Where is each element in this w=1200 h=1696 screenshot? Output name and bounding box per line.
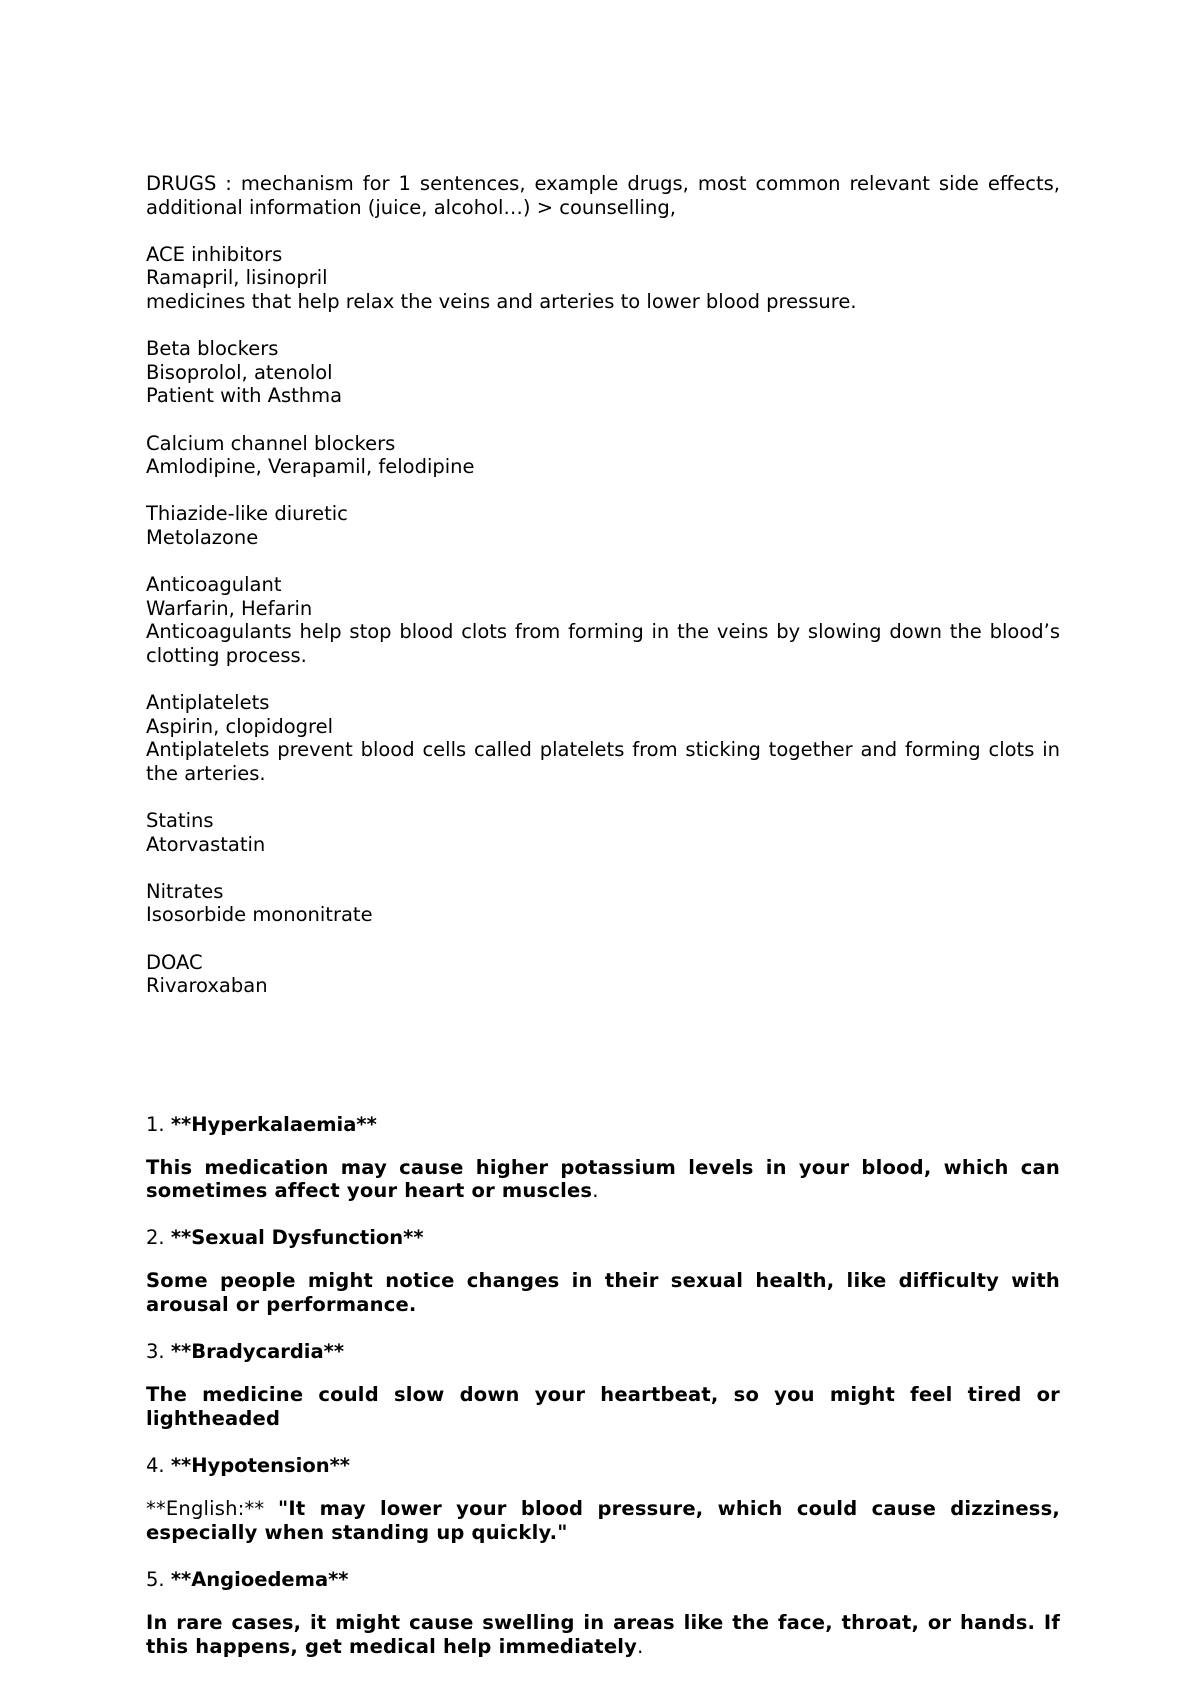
side-effect-description: The medicine could slow down your heartbeat, so you might feel tired or lightheaded: [146, 1383, 1060, 1430]
side-effect-item: [146, 1568, 1060, 1658]
drug-entry-ccb: [146, 432, 1060, 479]
side-effect-description: Some people might notice changes in their sexual health, like difficulty with arousal or performance.: [146, 1269, 1060, 1317]
drug-examples: Metolazone: [146, 525, 259, 549]
drug-note: Anticoagulants help stop blood clots from forming in the veins by slowing down the blood’s clotting process.: [146, 620, 1060, 667]
drug-note: medicines that help relax the veins and arteries to lower blood pressure.: [146, 289, 857, 313]
side-effects-section: [146, 1093, 1060, 1682]
drug-entry-ace: [146, 243, 1060, 314]
side-effect-heading: 4. **Hypotension**: [146, 1454, 350, 1478]
intro-text: DRUGS : mechanism for 1 sentences, example drugs, most common relevant side effects, additional information (juice, alcohol…) > counselling,: [146, 172, 1060, 219]
drug-class: Statins: [146, 809, 214, 833]
drug-class: Thiazide-like diuretic: [146, 502, 348, 526]
side-effect-heading: 1. **Hyperkalaemia**: [146, 1112, 377, 1136]
drug-entry-thiazide: [146, 502, 1060, 549]
drug-class: Antiplatelets: [146, 691, 270, 715]
drug-examples: Rivaroxaban: [146, 974, 268, 998]
drug-class: Calcium channel blockers: [146, 431, 396, 455]
drug-examples: Aspirin, clopidogrel: [146, 714, 334, 738]
side-effect-heading: 2. **Sexual Dysfunction**: [146, 1226, 424, 1250]
side-effect-description: This medication may cause higher potassium levels in your blood, which can sometimes affect your heart or muscles.: [146, 1155, 1060, 1203]
drug-examples: Atorvastatin: [146, 832, 266, 856]
side-effect-item: [146, 1454, 1060, 1544]
drug-class: Anticoagulant: [146, 573, 282, 597]
drug-class: DOAC: [146, 950, 203, 974]
side-effect-item: [146, 1113, 1060, 1203]
side-effect-item: [146, 1340, 1060, 1430]
side-effect-description: In rare cases, it might cause swelling in areas like the face, throat, or hands. If this happens, get medical help immediately.: [146, 1611, 1060, 1658]
drug-entry-doac: [146, 951, 1060, 998]
side-effect-description: **English:** "It may lower your blood pressure, which could cause dizziness, especially when standing up quickly.": [146, 1497, 1060, 1544]
drug-entry-antiplatelets: [146, 691, 1060, 785]
side-effect-item: [146, 1226, 1060, 1316]
drug-note: Antiplatelets prevent blood cells called platelets from sticking together and forming clots in the arteries.: [146, 738, 1060, 785]
drug-class: ACE inhibitors: [146, 242, 283, 266]
drug-examples: Isosorbide mononitrate: [146, 903, 373, 927]
drug-examples: Ramapril, lisinopril: [146, 266, 328, 290]
side-effect-heading: 5. **Angioedema**: [146, 1568, 349, 1591]
drug-entry-statins: [146, 809, 1060, 856]
side-effect-heading: 3. **Bradycardia**: [146, 1340, 345, 1364]
drug-class: Beta blockers: [146, 337, 279, 361]
drug-entry-nitrates: [146, 880, 1060, 927]
drug-entry-beta: [146, 337, 1060, 408]
drug-note: Patient with Asthma: [146, 384, 343, 408]
drug-examples: Warfarin, Hefarin: [146, 596, 313, 620]
drug-examples: Amlodipine, Verapamil, felodipine: [146, 455, 475, 479]
drug-class: Nitrates: [146, 879, 224, 903]
drug-entry-anticoagulant: [146, 573, 1060, 667]
drugs-section: [146, 172, 1060, 1021]
drug-examples: Bisoprolol, atenolol: [146, 360, 333, 384]
